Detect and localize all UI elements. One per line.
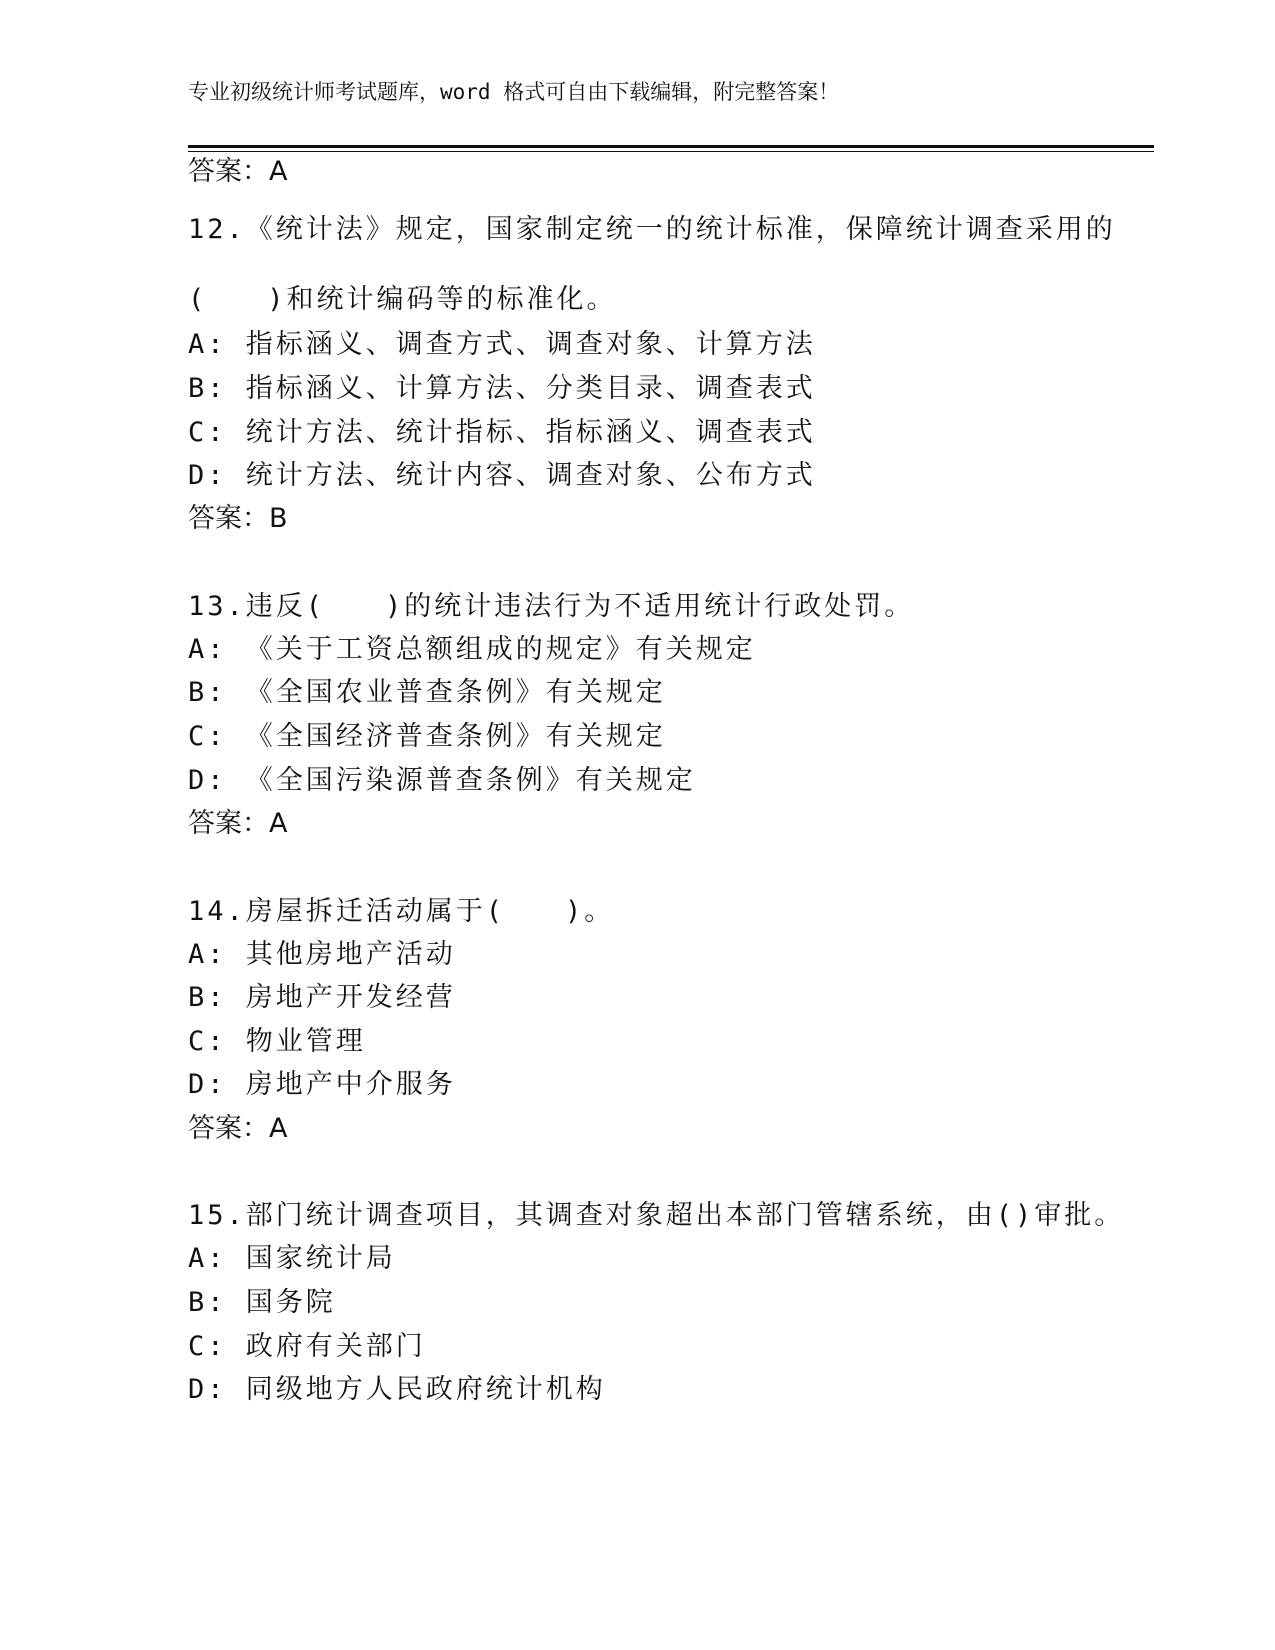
question-12-answer: 答案：B: [188, 503, 288, 534]
question-14-option-a: A: 其他房地产活动: [188, 939, 456, 970]
question-12-option-a: A: 指标涵义、调查方式、调查对象、计算方法: [188, 329, 816, 360]
question-12-stem-line-1: 12.《统计法》规定，国家制定统一的统计标准，保障统计调查采用的: [188, 214, 1116, 245]
question-13-stem: 13.违反( )的统计违法行为不适用统计行政处罚。: [188, 591, 915, 622]
question-14-option-b: B: 房地产开发经营: [188, 982, 456, 1013]
question-13-answer: 答案：A: [188, 808, 288, 839]
question-15-option-a: A: 国家统计局: [188, 1243, 396, 1274]
question-12-option-c: C: 统计方法、统计指标、指标涵义、调查表式: [188, 417, 816, 448]
question-15-option-c: C: 政府有关部门: [188, 1331, 426, 1362]
question-13-option-a: A: 《关于工资总额组成的规定》有关规定: [188, 634, 756, 665]
question-15-option-b: B: 国务院: [188, 1287, 336, 1318]
question-14-option-c: C: 物业管理: [188, 1026, 366, 1057]
header-divider: [188, 145, 1154, 148]
question-15-stem: 15.部门统计调查项目，其调查对象超出本部门管辖系统，由()审批。: [188, 1200, 1125, 1231]
question-14-stem: 14.房屋拆迁活动属于( )。: [188, 896, 615, 927]
question-15-option-d: D: 同级地方人民政府统计机构: [188, 1374, 606, 1405]
page-header: 专业初级统计师考试题库，word 格式可自由下载编辑，附完整答案！: [188, 80, 840, 104]
question-14-option-d: D: 房地产中介服务: [188, 1069, 456, 1100]
question-12-option-d: D: 统计方法、统计内容、调查对象、公布方式: [188, 460, 816, 491]
header-divider-thin: [188, 151, 1154, 152]
question-13-option-b: B: 《全国农业普查条例》有关规定: [188, 677, 666, 708]
question-12-option-b: B: 指标涵义、计算方法、分类目录、调查表式: [188, 373, 816, 404]
question-12-stem-line-2: ( )和统计编码等的标准化。: [188, 284, 617, 315]
answer-11: 答案：A: [188, 156, 288, 187]
question-13-option-d: D: 《全国污染源普查条例》有关规定: [188, 765, 696, 796]
question-13-option-c: C: 《全国经济普查条例》有关规定: [188, 721, 666, 752]
question-14-answer: 答案：A: [188, 1113, 288, 1144]
